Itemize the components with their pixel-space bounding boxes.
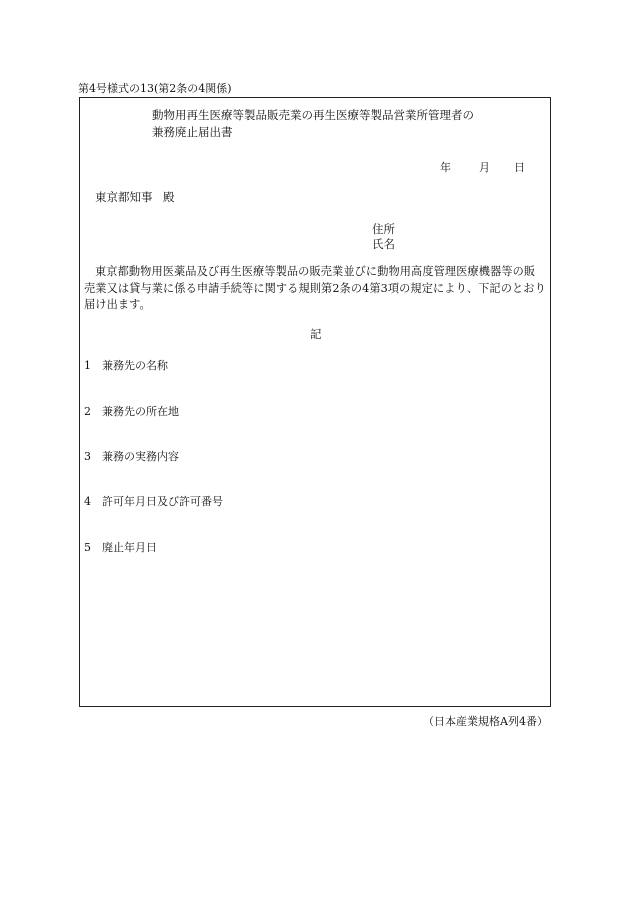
applicant-address-label: 住所: [372, 222, 395, 236]
item-number: 5: [84, 541, 91, 554]
item-label: 兼務先の名称: [102, 359, 168, 372]
list-item: [84, 539, 157, 555]
list-item: [84, 493, 223, 509]
applicant-name-label: 氏名: [372, 237, 395, 251]
addressee-honorific: 殿: [163, 190, 175, 204]
list-item: [84, 448, 179, 464]
notification-body-text: 東京都動物用医薬品及び再生医療等製品の販売業並びに動物用高度管理医療機器等の販売業又は貸与業に係る申請手続等に関する規則第2条の4第3項の規定により、下記のとおり届け出ます。: [84, 265, 546, 311]
item-label: 兼務先の所在地: [102, 405, 179, 418]
list-item: [84, 403, 179, 419]
item-number: 3: [84, 450, 91, 463]
list-item: [84, 357, 168, 373]
item-label: 廃止年月日: [102, 541, 157, 554]
item-label: 許可年月日及び許可番号: [102, 495, 223, 508]
form-title-line-2: 兼務廃止届出書: [152, 125, 233, 139]
date-day-label: 日: [514, 161, 525, 174]
paper-size-note: （日本産業規格A列4番）: [423, 715, 548, 728]
item-number: 2: [84, 405, 91, 418]
date-year-label: 年: [440, 161, 451, 174]
item-number: 1: [84, 359, 91, 372]
addressee-name: 東京都知事: [95, 190, 153, 204]
date-month-label: 月: [479, 161, 490, 174]
ki-heading: 記: [310, 327, 322, 341]
item-number: 4: [84, 495, 91, 508]
form-number: 第4号様式の13(第2条の4関係): [78, 82, 232, 95]
form-title-line-1: 動物用再生医療等製品販売業の再生医療等製品営業所管理者の: [152, 108, 474, 122]
item-label: 兼務の実務内容: [102, 450, 179, 463]
